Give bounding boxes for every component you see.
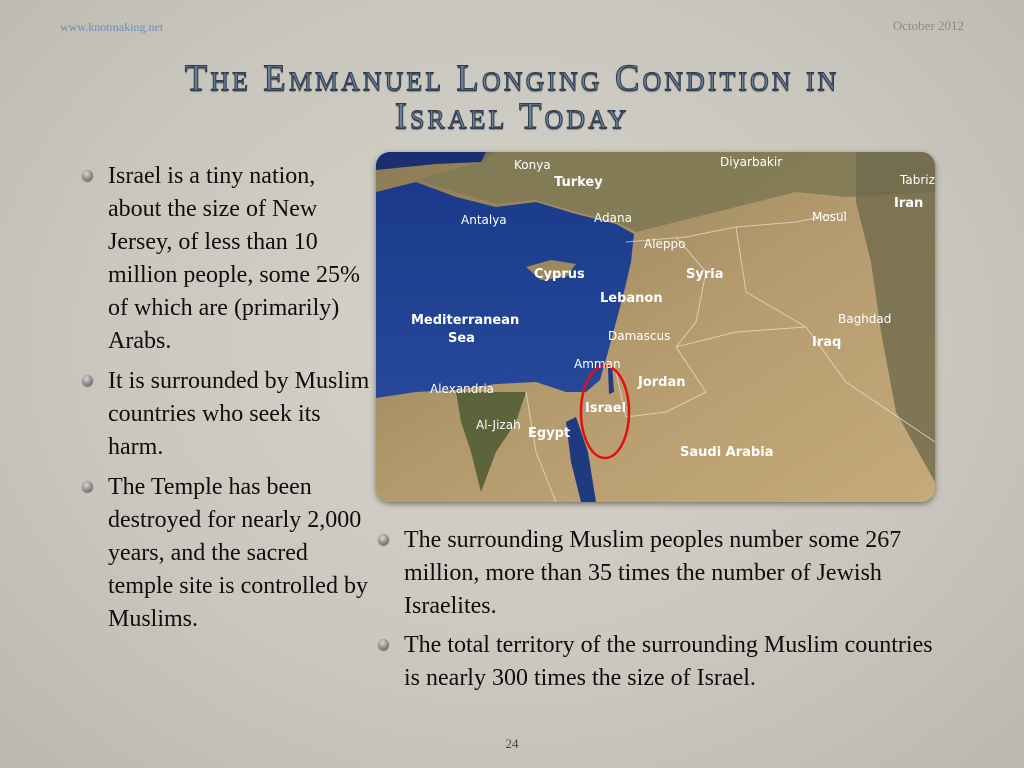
- list-item: [378, 629, 938, 695]
- map-label-mediterranean: Mediterranean: [411, 313, 520, 328]
- bullet-text: The total territory of the surrounding Muslim countries is nearly 300 times the size of Israel.: [404, 632, 933, 691]
- bullet-text: The Temple has been destroyed for nearly 2,000 years, and the sacred temple site is controlled by Muslims.: [108, 474, 368, 632]
- map-label-antalya: Antalya: [461, 213, 507, 227]
- map-label-mosul: Mosul: [812, 210, 847, 224]
- map-label-tabriz: Tabriz: [900, 173, 935, 187]
- page-number: 24: [505, 736, 519, 751]
- title-line-1: The Emmanuel Longing Condition in: [184, 58, 840, 99]
- map-graphic: [376, 152, 935, 502]
- map-label-jordan: Jordan: [638, 375, 686, 390]
- map-label-al-jizah: Al-Jizah: [476, 418, 521, 432]
- list-item: [82, 471, 372, 636]
- map-label-baghdad: Baghdad: [838, 312, 892, 326]
- website-label: www.knotmaking.net: [60, 20, 164, 34]
- slide-title: [60, 60, 964, 136]
- middle-east-map: [376, 152, 935, 502]
- date-label: October 2012: [892, 18, 964, 33]
- bullet-text: It is surrounded by Muslim countries who seek its harm.: [108, 368, 370, 460]
- right-bullet-list: [378, 524, 938, 701]
- map-label-iran: Iran: [894, 196, 924, 211]
- map-label-diyarbakir: Diyarbakir: [720, 155, 783, 169]
- map-label-adana: Adana: [594, 211, 632, 225]
- map-label-syria: Syria: [686, 267, 724, 282]
- bullet-icon: [82, 375, 93, 386]
- bullet-icon: [378, 639, 389, 650]
- map-label-konya: Konya: [514, 158, 551, 172]
- map-label-damascus: Damascus: [608, 329, 671, 343]
- bullet-text: Israel is a tiny nation, about the size of New Jersey, of less than 10 million people, some 25% of which are (primarily) Arabs.: [108, 163, 360, 354]
- map-label-lebanon: Lebanon: [600, 291, 663, 306]
- map-label-alexandria: Alexandria: [430, 382, 495, 396]
- bullet-icon: [82, 170, 93, 181]
- list-item: [378, 524, 938, 623]
- map-label-israel: Israel: [585, 401, 627, 416]
- bullet-text: The surrounding Muslim peoples number some 267 million, more than 35 times the number of Jewish Israelites.: [404, 527, 902, 619]
- map-label-amman: Amman: [574, 357, 621, 371]
- list-item: [82, 365, 372, 464]
- bullet-icon: [82, 481, 93, 492]
- map-label-sea: Sea: [448, 331, 475, 346]
- map-label-egypt: Egypt: [528, 426, 571, 441]
- bullet-icon: [378, 534, 389, 545]
- map-label-turkey: Turkey: [554, 175, 603, 190]
- map-label-cyprus: Cyprus: [534, 267, 585, 282]
- list-item: [82, 160, 372, 358]
- map-label-aleppo: Aleppo: [644, 237, 686, 251]
- map-label-iraq: Iraq: [812, 335, 842, 350]
- map-label-saudi-arabia: Saudi Arabia: [680, 445, 774, 460]
- title-line-2: Israel Today: [394, 96, 630, 137]
- left-bullet-list: [82, 160, 372, 643]
